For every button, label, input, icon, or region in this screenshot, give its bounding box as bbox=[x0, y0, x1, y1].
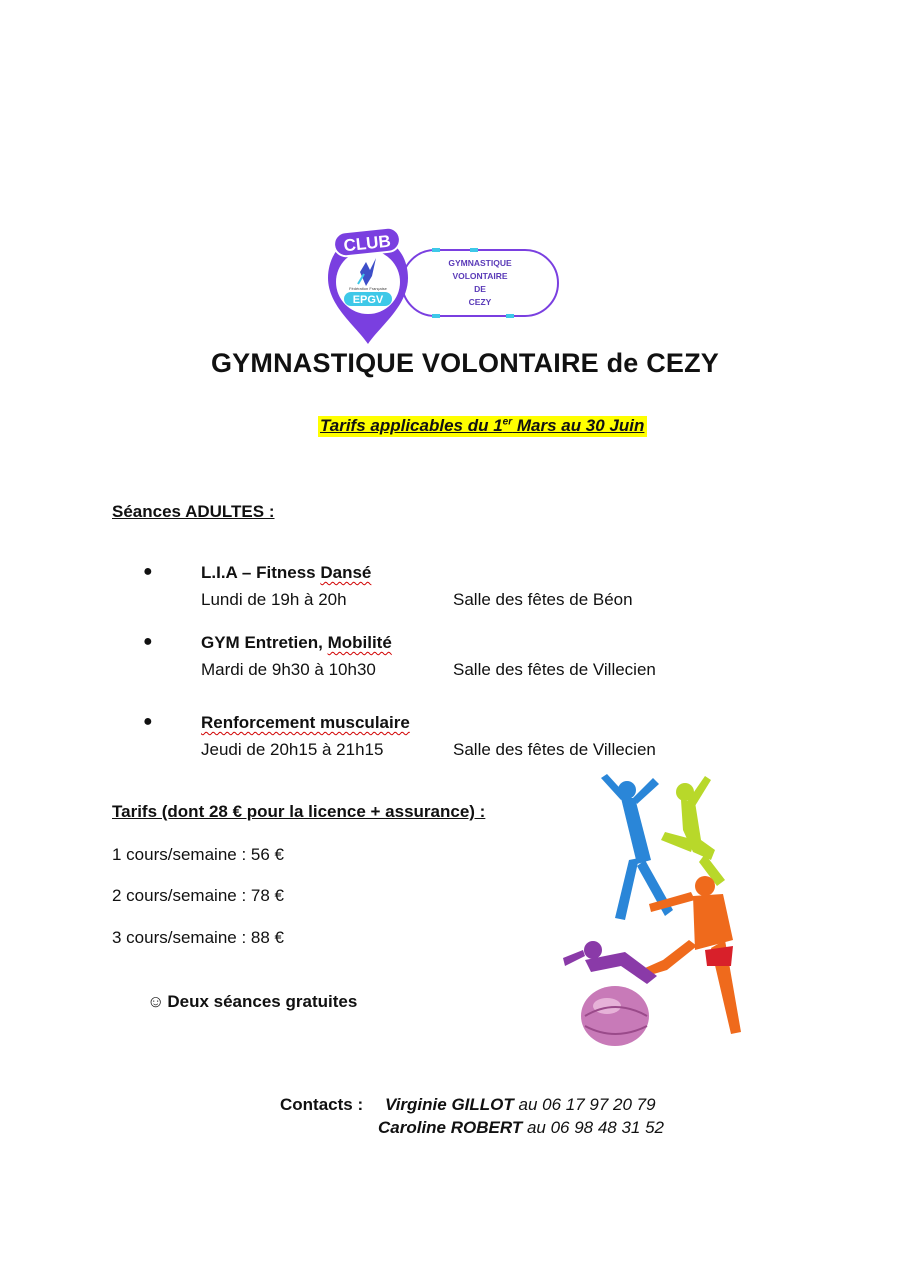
session-location: Salle des fêtes de Villecien bbox=[453, 740, 656, 759]
logo-name-line: CEZY bbox=[468, 297, 492, 307]
contact-name: Caroline ROBERT bbox=[378, 1118, 523, 1137]
bullet-icon: ● bbox=[143, 633, 153, 650]
free-sessions-text: Deux séances gratuites bbox=[167, 992, 358, 1011]
session-name-flagged: Mobilité bbox=[327, 633, 392, 652]
price-item: 1 cours/semaine : 56 € bbox=[112, 845, 284, 864]
logo-acronym: EPGV bbox=[352, 294, 384, 306]
contact-name: Virginie GILLOT bbox=[385, 1095, 514, 1114]
contact-entry bbox=[378, 1118, 664, 1138]
logo-name-line: GYMNASTIQUE bbox=[448, 258, 512, 268]
bullet-icon: ● bbox=[143, 713, 153, 730]
tarif-dates-text-end: Mars au 30 Juin bbox=[512, 416, 645, 435]
contact-phone: au 06 17 97 20 79 bbox=[513, 1095, 656, 1114]
tarif-dates-superscript: er bbox=[502, 416, 513, 428]
club-logo bbox=[320, 226, 568, 348]
logo-name-line: VOLONTAIRE bbox=[452, 271, 508, 281]
session-day: Mardi de 9h30 à 10h30 bbox=[201, 660, 376, 679]
session-name bbox=[201, 563, 371, 583]
tarif-dates-highlight bbox=[318, 416, 647, 437]
session-name-text: L.I.A – Fitness bbox=[201, 563, 321, 582]
session-name-flagged: Dansé bbox=[320, 563, 372, 582]
sessions-heading: Séances ADULTES : bbox=[112, 502, 275, 521]
session-day: Jeudi de 20h15 à 21h15 bbox=[201, 740, 384, 759]
contact-phone: au 06 98 48 31 52 bbox=[522, 1118, 665, 1137]
free-sessions bbox=[147, 992, 357, 1012]
session-day: Lundi de 19h à 20h bbox=[201, 590, 347, 609]
logo-badge-text: CLUB bbox=[342, 231, 392, 256]
contacts-label: Contacts : bbox=[280, 1095, 364, 1114]
price-item: 3 cours/semaine : 88 € bbox=[112, 928, 284, 947]
session-location: Salle des fêtes de Villecien bbox=[453, 660, 656, 679]
smiley-icon: ☺ bbox=[147, 992, 165, 1011]
logo-name-line: DE bbox=[474, 284, 486, 294]
session-name bbox=[201, 633, 392, 653]
prices-heading: Tarifs (dont 28 € pour la licence + assurance) : bbox=[112, 802, 486, 821]
page-title: GYMNASTIQUE VOLONTAIRE de CEZY bbox=[210, 348, 720, 378]
session-name-flagged: Renforcement musculaire bbox=[201, 713, 410, 732]
logo-federation-text: Fédération Française bbox=[349, 286, 387, 291]
session-location: Salle des fêtes de Béon bbox=[453, 590, 633, 609]
session-name-text: GYM Entretien, bbox=[201, 633, 328, 652]
bullet-icon: ● bbox=[143, 563, 153, 580]
session-name bbox=[201, 713, 410, 733]
contact-entry bbox=[385, 1095, 656, 1115]
fitness-illustration bbox=[555, 770, 755, 1055]
tarif-dates-text: Tarifs applicables du 1 bbox=[320, 416, 503, 435]
price-item: 2 cours/semaine : 78 € bbox=[112, 886, 284, 905]
